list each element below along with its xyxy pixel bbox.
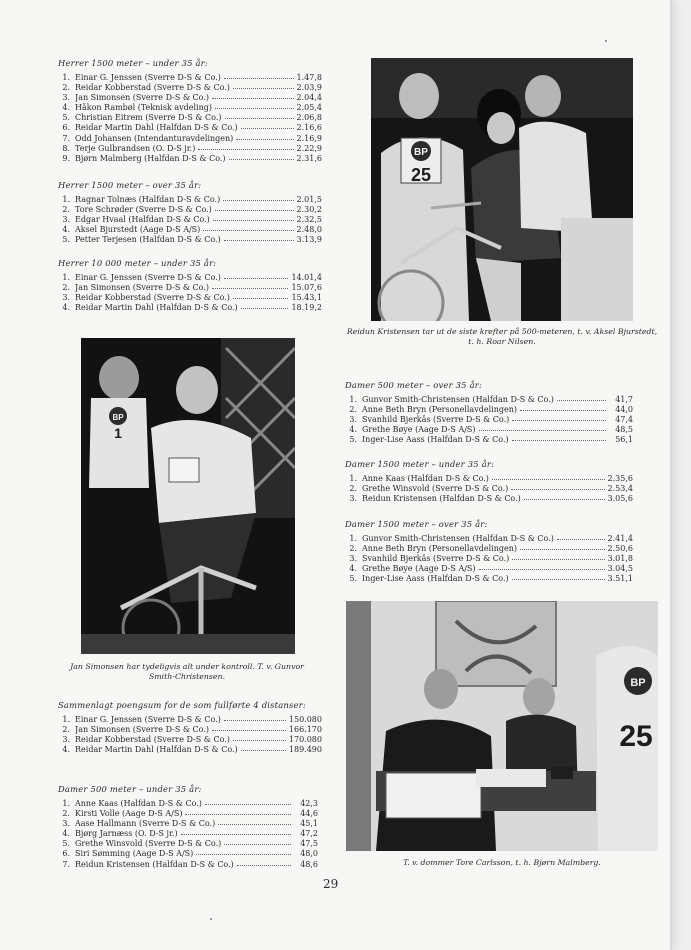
result-value: 42,3	[300, 799, 318, 808]
result-name: Reidar Kobberstad (Sverre D-S & Co.)	[75, 293, 230, 303]
leader-dots	[224, 72, 294, 79]
section-heading: Damer 1500 meter – under 35 år:	[345, 459, 495, 469]
result-name: Grethe Bøye (Aage D-S A/S)	[362, 564, 476, 574]
leader-dots	[236, 133, 293, 140]
result-rank: 5.	[62, 235, 70, 245]
result-value: 2.22,9	[296, 143, 322, 153]
result-rank: 2.	[62, 83, 70, 93]
result-value: 2.05,4	[296, 103, 322, 113]
result-name: Reidar Martin Dahl (Halfdan D-S & Co.)	[75, 303, 238, 313]
result-value: 18.19,2	[291, 303, 322, 313]
result-name: Anne Kaas (Halfdan D-S & Co.)	[75, 799, 202, 808]
result-value: 3.13,9	[296, 235, 322, 245]
result-name: Svanhild Bjerkås (Sverre D-S & Co.)	[362, 554, 510, 564]
result-name: Einar G. Jenssen (Sverre D-S & Co.)	[75, 273, 221, 282]
leader-dots	[224, 234, 294, 241]
leader-dots	[512, 553, 604, 560]
result-rank: 3.	[349, 494, 357, 504]
speck	[605, 40, 607, 42]
caption-simonsen: Jan Simonsen har tydeligvis alt under kontroll. T. v. Gunvor Smith-Christensen.	[70, 662, 304, 681]
leader-dots	[492, 473, 605, 480]
result-value: 2.04,4	[296, 93, 322, 103]
result-value: 3.05,6	[607, 494, 633, 504]
results-herrer-10000-under-35	[58, 258, 322, 313]
result-name: Grethe Winsvold (Sverre D-S & Co.)	[75, 839, 222, 849]
result-rank: 6.	[62, 849, 70, 859]
result-value: 15.07,6	[291, 283, 322, 293]
result-value: 47,5	[300, 839, 318, 849]
result-rank: 5.	[62, 839, 70, 849]
result-rank: 2.	[62, 725, 70, 735]
result-rank: 1.	[62, 73, 70, 82]
leader-dots	[512, 573, 605, 580]
result-name: Gunvor Smith-Christensen (Halfdan D-S & Co.)	[362, 534, 554, 543]
results-damer-500-under-35	[58, 784, 318, 870]
result-value: 2.31,6	[296, 153, 322, 163]
leader-dots	[224, 714, 286, 721]
results-herrer-1500-over-35	[58, 180, 322, 245]
result-rank: 4.	[62, 225, 70, 235]
section-heading: Herrer 10 000 meter – under 35 år:	[58, 258, 217, 268]
result-name: Gunvor Smith-Christensen (Halfdan D-S & Co.)	[362, 395, 554, 404]
speck	[210, 918, 212, 920]
result-name: Odd Johansen (Intendanturavdelingen)	[75, 133, 234, 143]
results-damer-1500-under-35	[345, 459, 633, 504]
result-rank: 6.	[62, 123, 70, 133]
result-name: Anne Beth Bryn (Personellavdelingen)	[362, 544, 517, 554]
result-row	[58, 303, 322, 313]
result-name: Reidar Martin Dahl (Halfdan D-S & Co.)	[75, 745, 238, 755]
results-damer-1500-over-35	[345, 519, 633, 584]
result-name: Ragnar Tolnæs (Halfdan D-S & Co.)	[75, 195, 221, 204]
leader-dots	[233, 82, 294, 89]
result-name: Christian Eitrem (Sverre D-S & Co.)	[75, 113, 222, 123]
result-name: Anne Kaas (Halfdan D-S & Co.)	[362, 474, 489, 483]
results-list	[58, 273, 322, 313]
result-name: Anne Beth Bryn (Personellavdelingen)	[362, 405, 517, 415]
section-heading: Sammenlagt poengsum for de som fullførte 4 distanser:	[58, 700, 306, 710]
leader-dots	[212, 724, 286, 731]
result-row	[58, 154, 322, 164]
result-rank: 3.	[349, 415, 357, 425]
leader-dots	[185, 808, 291, 815]
result-value: 170.080	[288, 735, 322, 745]
result-value: 47,2	[300, 829, 318, 839]
leader-dots	[524, 493, 605, 500]
result-value: 2.16,6	[296, 123, 322, 133]
result-value: 3.04,5	[607, 564, 633, 574]
leader-dots	[215, 102, 294, 109]
leader-dots	[233, 292, 289, 299]
leader-dots	[229, 153, 294, 160]
result-value: 48,6	[300, 859, 318, 869]
leader-dots	[203, 224, 293, 231]
result-rank: 3.	[62, 819, 70, 829]
result-value: 48,5	[615, 425, 633, 435]
result-value: 166.170	[288, 725, 322, 735]
bib-number: 25	[410, 165, 432, 185]
result-value: 45,1	[300, 819, 318, 829]
photo-judges	[346, 601, 658, 851]
result-rank: 4.	[349, 564, 357, 574]
photo-simonsen-image	[81, 338, 295, 654]
result-rank: 4.	[62, 103, 70, 113]
section-heading: Damer 1500 meter – over 35 år:	[345, 519, 488, 529]
leader-dots	[241, 122, 294, 129]
leader-dots	[212, 92, 294, 99]
result-value: 47,4	[615, 415, 633, 425]
result-value: 2.30,2	[296, 205, 322, 215]
result-value: 189.490	[288, 745, 322, 755]
result-value: 3.51,1	[607, 574, 633, 584]
leader-dots	[479, 424, 606, 431]
results-sammenlagt	[58, 700, 322, 755]
result-name: Siri Sømming (Aage D-S A/S)	[75, 849, 194, 859]
result-row	[58, 745, 322, 755]
result-name: Einar G. Jenssen (Sverre D-S & Co.)	[75, 715, 221, 724]
section-heading: Damer 500 meter – under 35 år:	[58, 784, 202, 794]
result-rank: 1.	[349, 395, 357, 404]
leader-dots	[215, 204, 294, 211]
result-value: 2.32,5	[296, 215, 322, 225]
results-list	[345, 395, 633, 445]
result-name: Bjørn Malmberg (Halfdan D-S & Co.)	[75, 153, 226, 163]
page-number: 29	[323, 877, 339, 891]
leader-dots	[224, 272, 289, 279]
result-value: 2.50,6	[607, 544, 633, 554]
result-name: Jan Simonsen (Sverre D-S & Co.)	[75, 93, 209, 103]
result-rank: 1.	[349, 474, 357, 483]
result-value: 2.06,8	[296, 113, 322, 123]
result-row	[58, 860, 318, 870]
result-rank: 4.	[62, 829, 70, 839]
result-value: 2.35,6	[607, 474, 633, 483]
leader-dots	[224, 838, 291, 845]
result-name: Grethe Bøye (Aage D-S A/S)	[362, 425, 476, 435]
result-rank: 2.	[349, 405, 357, 415]
result-rank: 1.	[349, 534, 357, 543]
result-row	[58, 235, 322, 245]
leader-dots	[212, 282, 288, 289]
result-name: Reidun Kristensen (Halfdan D-S & Co.)	[362, 494, 521, 504]
leader-dots	[213, 214, 294, 221]
result-value: 41,7	[615, 395, 633, 404]
result-rank: 5.	[349, 435, 357, 445]
bp-logo-text: BP	[630, 677, 646, 689]
leader-dots	[218, 818, 291, 825]
result-rank: 7.	[62, 859, 70, 869]
result-value: 44,6	[300, 809, 318, 819]
result-value: 2.01,5	[296, 195, 322, 204]
leader-dots	[241, 302, 289, 309]
leader-dots	[196, 848, 291, 855]
result-rank: 2.	[62, 283, 70, 293]
result-value: 150.080	[288, 715, 322, 724]
result-rank: 1.	[62, 799, 70, 808]
result-rank: 1.	[62, 715, 70, 724]
caption-judges: T. v. dommer Tore Carlsson, t. h. Bjørn Malmberg.	[403, 858, 601, 867]
section-heading: Herrer 1500 meter – over 35 år:	[58, 180, 202, 190]
leader-dots	[223, 194, 293, 201]
leader-dots	[225, 112, 294, 119]
result-name: Aksel Bjurstedt (Aage D-S A/S)	[75, 225, 201, 235]
result-rank: 3.	[62, 735, 70, 745]
result-name: Terje Gulbrandsen (O. D-S jr.)	[75, 143, 196, 153]
leader-dots	[520, 404, 606, 411]
leader-dots	[557, 394, 606, 401]
leader-dots	[479, 563, 605, 570]
result-name: Grethe Winsvold (Sverre D-S & Co.)	[362, 484, 509, 494]
result-name: Aase Hallmann (Sverre D-S & Co.)	[75, 819, 216, 829]
result-value: 3.01,8	[607, 554, 633, 564]
result-rank: 9.	[62, 153, 70, 163]
leader-dots	[181, 828, 291, 835]
result-value: 1.47,8	[296, 73, 322, 82]
result-rank: 4.	[349, 425, 357, 435]
result-name: Inger-Lise Aass (Halfdan D-S & Co.)	[362, 435, 509, 445]
leader-dots	[237, 859, 291, 866]
result-name: Jan Simonsen (Sverre D-S & Co.)	[75, 725, 209, 735]
result-name: Reidun Kristensen (Halfdan D-S & Co.)	[75, 859, 234, 869]
results-herrer-1500-under-35	[58, 58, 322, 164]
results-list	[58, 73, 322, 164]
result-rank: 3.	[349, 554, 357, 564]
bp-logo-text: BP	[112, 413, 124, 422]
leader-dots	[205, 798, 291, 805]
result-rank: 5.	[62, 113, 70, 123]
result-rank: 1.	[62, 195, 70, 204]
leader-dots	[198, 143, 293, 150]
result-rank: 2.	[349, 484, 357, 494]
result-name: Petter Terjesen (Halfdan D-S & Co.)	[75, 235, 221, 245]
results-list	[58, 799, 318, 870]
photo-cyclists-image	[371, 58, 633, 321]
bp-logo-text: BP	[414, 147, 428, 158]
leader-dots	[512, 434, 606, 441]
result-name: Svanhild Bjerkås (Sverre D-S & Co.)	[362, 415, 510, 425]
result-rank: 8.	[62, 143, 70, 153]
result-name: Håkon Rambøl (Teknisk avdeling)	[75, 103, 212, 113]
result-rank: 1.	[62, 273, 70, 282]
caption-cyclists: Reidun Kristensen tar ut de siste krefter på 500-meteren, t. v. Aksel Bjurstedt, t. h. Roar Nilsen.	[346, 327, 658, 346]
result-value: 2.53,4	[607, 484, 633, 494]
result-name: Kirsti Volle (Aage D-S A/S)	[75, 809, 183, 819]
result-value: 15.43,1	[291, 293, 322, 303]
result-name: Jan Simonsen (Sverre D-S & Co.)	[75, 283, 209, 293]
results-damer-500-over-35	[345, 380, 633, 445]
result-name: Reidar Kobberstad (Sverre D-S & Co.)	[75, 735, 230, 745]
result-rank: 2.	[62, 205, 70, 215]
result-rank: 7.	[62, 133, 70, 143]
result-rank: 2.	[62, 809, 70, 819]
result-row	[345, 494, 633, 504]
result-rank: 3.	[62, 293, 70, 303]
result-rank: 3.	[62, 215, 70, 225]
result-value: 14.01,4	[291, 273, 322, 282]
result-rank: 4.	[62, 745, 70, 755]
result-name: Einar G. Jenssen (Sverre D-S & Co.)	[75, 73, 221, 82]
result-name: Tore Schrøder (Sverre D-S & Co.)	[75, 205, 212, 215]
section-heading: Damer 500 meter – over 35 år:	[345, 380, 482, 390]
results-list	[58, 715, 322, 755]
result-rank: 5.	[349, 574, 357, 584]
result-value: 2.41,4	[607, 534, 633, 543]
result-value: 2.03,9	[296, 83, 322, 93]
result-rank: 4.	[62, 303, 70, 313]
leader-dots	[512, 414, 606, 421]
result-name: Reidar Kobberstad (Sverre D-S & Co.)	[75, 83, 230, 93]
section-heading: Herrer 1500 meter – under 35 år:	[58, 58, 208, 68]
leader-dots	[233, 734, 286, 741]
leader-dots	[557, 533, 605, 540]
results-list	[345, 534, 633, 584]
result-value: 2.48,0	[296, 225, 322, 235]
result-rank: 2.	[349, 544, 357, 554]
leader-dots	[520, 543, 605, 550]
photo-cyclists	[371, 58, 633, 321]
photo-judges-image	[346, 601, 658, 851]
result-name: Reidar Martin Dahl (Halfdan D-S & Co.)	[75, 123, 238, 133]
bib-number: 25	[619, 720, 653, 753]
result-row	[345, 435, 633, 445]
photo-simonsen	[81, 338, 295, 654]
result-name: Inger-Lise Aass (Halfdan D-S & Co.)	[362, 574, 509, 584]
result-rank: 3.	[62, 93, 70, 103]
result-value: 56,1	[615, 435, 633, 445]
bib-number: 1	[114, 425, 122, 441]
result-value: 2.16,9	[296, 133, 322, 143]
result-name: Edgar Hvaal (Halfdan D-S & Co.)	[75, 215, 210, 225]
result-name: Bjørg Jarnæss (O. D-S jr.)	[75, 829, 178, 839]
result-row	[345, 574, 633, 584]
result-value: 44,0	[615, 405, 633, 415]
results-list	[58, 195, 322, 245]
leader-dots	[241, 744, 286, 751]
leader-dots	[511, 483, 604, 490]
result-value: 48,0	[300, 849, 318, 859]
results-list	[345, 474, 633, 504]
